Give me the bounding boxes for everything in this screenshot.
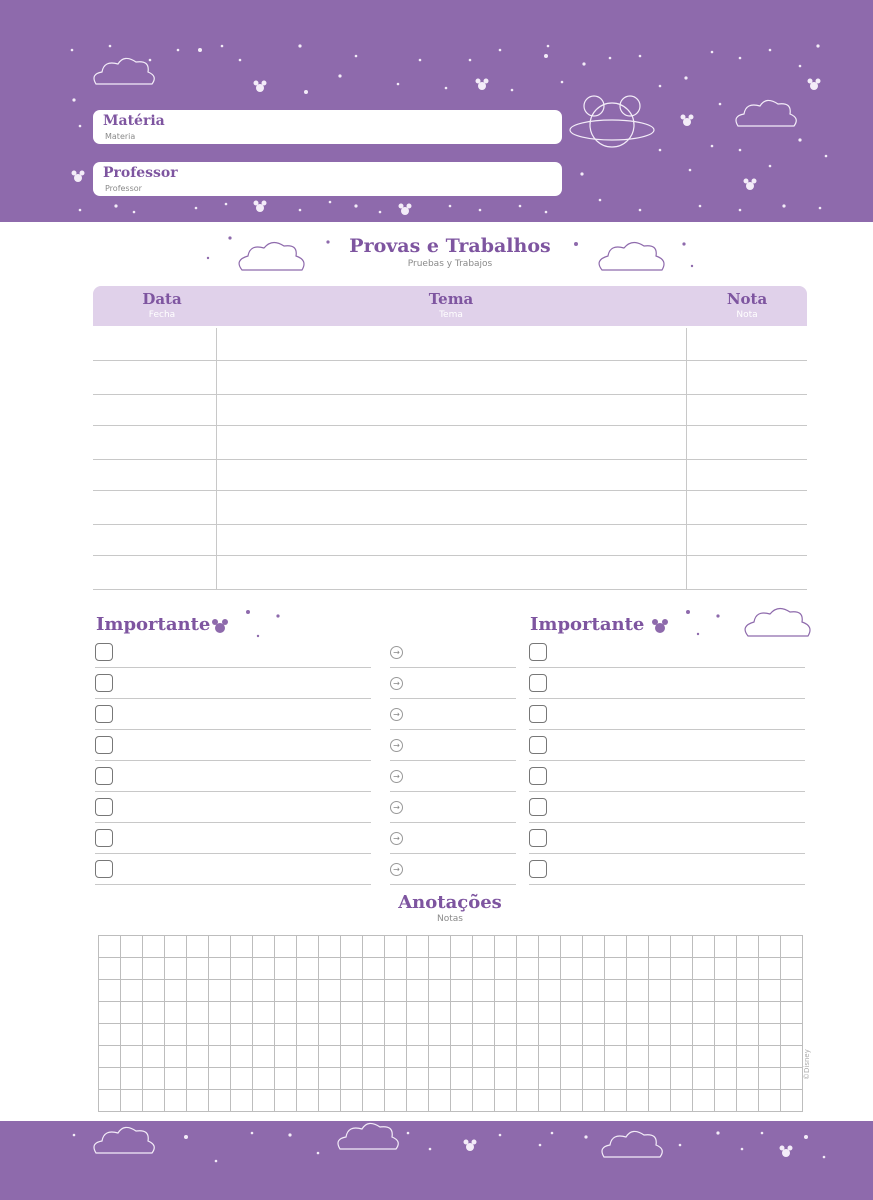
mickey-icon — [464, 1140, 793, 1158]
important-left-title: Importante — [96, 614, 211, 635]
footer-decoration — [0, 1121, 873, 1200]
column-header-date: Data — [142, 290, 182, 308]
important-line — [95, 884, 371, 885]
important-line — [95, 760, 371, 761]
important-checkbox[interactable] — [95, 736, 113, 754]
table-row-line — [93, 394, 807, 395]
table-row-line — [93, 555, 807, 556]
important-line — [390, 760, 516, 761]
mickey-icon — [212, 619, 228, 633]
column-subheader-topic: Tema — [439, 310, 463, 320]
important-checkbox[interactable] — [529, 736, 547, 754]
arrow-icon: → — [390, 832, 403, 845]
tests-title: Provas e Trabalhos — [349, 235, 551, 257]
subject-label: Matéria — [103, 113, 165, 129]
table-row-line — [93, 459, 807, 460]
arrow-icon: → — [390, 770, 403, 783]
notes-subtitle: Notas — [437, 914, 463, 924]
important-checkbox[interactable] — [529, 674, 547, 692]
cloud-icon — [745, 608, 810, 636]
footer-band — [0, 1121, 873, 1200]
notes-title: Anotações — [398, 892, 502, 913]
important-checkbox[interactable] — [529, 798, 547, 816]
important-line — [95, 822, 371, 823]
important-line — [95, 791, 371, 792]
table-row-line — [93, 589, 807, 590]
arrow-icon: → — [390, 801, 403, 814]
notes-grid[interactable] — [98, 935, 803, 1112]
important-checkbox[interactable] — [95, 643, 113, 661]
teacher-sublabel: Professor — [105, 184, 142, 193]
copyright-text: ©Disney — [803, 1049, 811, 1080]
important-line — [529, 853, 805, 854]
important-checkbox[interactable] — [529, 705, 547, 723]
important-line — [95, 729, 371, 730]
important-line — [390, 791, 516, 792]
header-band — [0, 0, 873, 222]
cloud-icon — [94, 1123, 662, 1157]
table-row-line — [93, 490, 807, 491]
important-line — [390, 884, 516, 885]
important-checkbox[interactable] — [529, 829, 547, 847]
arrow-icon: → — [390, 708, 403, 721]
important-checkbox[interactable] — [95, 767, 113, 785]
important-right-title: Importante — [530, 614, 645, 635]
important-left-decoration — [200, 600, 300, 640]
important-line — [529, 760, 805, 761]
table-header — [93, 286, 807, 326]
important-line — [95, 698, 371, 699]
important-checkbox[interactable] — [95, 674, 113, 692]
important-line — [529, 698, 805, 699]
teacher-label: Professor — [103, 165, 178, 181]
important-line — [95, 667, 371, 668]
important-line — [390, 729, 516, 730]
table-row-line — [93, 524, 807, 525]
table-row-line — [93, 360, 807, 361]
important-line — [390, 822, 516, 823]
arrow-icon: → — [390, 646, 403, 659]
mickey-icon — [652, 619, 668, 633]
tests-subtitle: Pruebas y Trabajos — [407, 259, 493, 269]
important-checkbox[interactable] — [529, 860, 547, 878]
teacher-field[interactable] — [93, 162, 562, 196]
column-subheader-date: Fecha — [148, 310, 176, 320]
important-line — [529, 729, 805, 730]
subject-sublabel: Materia — [105, 132, 136, 141]
important-line — [529, 667, 805, 668]
important-line — [529, 822, 805, 823]
planet-icon — [570, 96, 654, 147]
arrow-icon: → — [390, 739, 403, 752]
arrow-icon: → — [390, 677, 403, 690]
subject-field[interactable] — [93, 110, 562, 144]
important-line — [390, 667, 516, 668]
column-subheader-grade: Nota — [736, 310, 758, 320]
important-checkbox[interactable] — [95, 860, 113, 878]
column-header-topic: Tema — [428, 290, 474, 308]
important-line — [95, 853, 371, 854]
important-checkbox[interactable] — [95, 798, 113, 816]
table-row-line — [93, 425, 807, 426]
important-checkbox[interactable] — [95, 705, 113, 723]
important-checkbox[interactable] — [529, 643, 547, 661]
arrow-icon: → — [390, 863, 403, 876]
important-line — [529, 791, 805, 792]
important-checkbox[interactable] — [529, 767, 547, 785]
important-checkbox[interactable] — [95, 829, 113, 847]
important-line — [529, 884, 805, 885]
column-header-grade: Nota — [726, 290, 768, 308]
important-line — [390, 698, 516, 699]
important-line — [390, 853, 516, 854]
important-right-decoration — [640, 598, 820, 642]
